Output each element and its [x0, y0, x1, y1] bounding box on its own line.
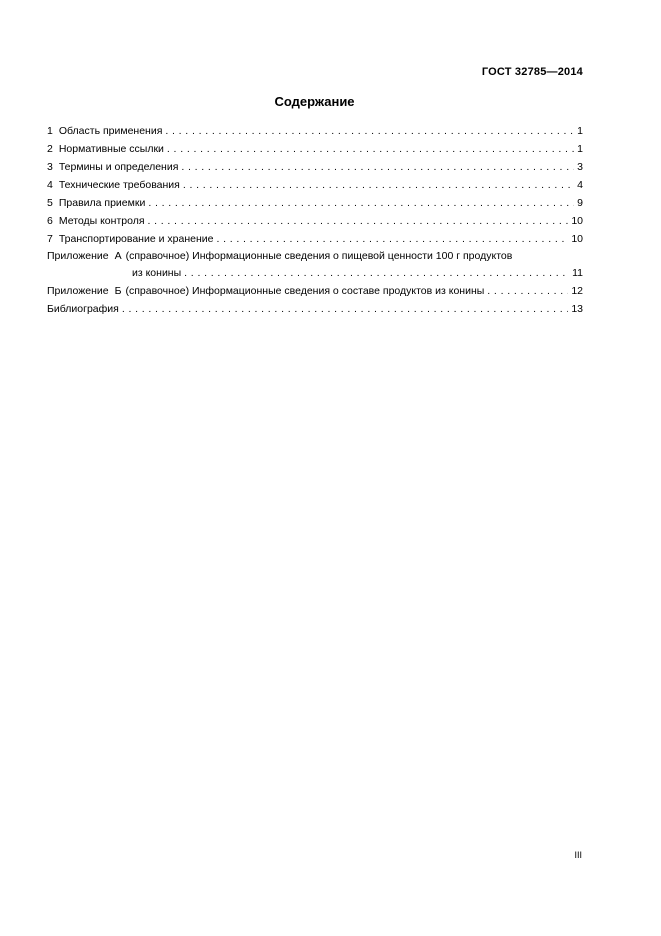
toc-entry-number: 3	[47, 161, 53, 173]
toc-entry-label: Термины и определения	[58, 161, 179, 173]
toc-entry-label: Методы контроля	[58, 215, 145, 227]
toc-title: Содержание	[274, 94, 355, 109]
toc-entry-page: 1	[577, 143, 583, 155]
toc-entry-page: 10	[571, 233, 583, 245]
toc-entry-label: Транспортирование и хранение	[58, 233, 214, 245]
dot-leader	[122, 300, 568, 318]
dot-leader	[167, 140, 574, 158]
dot-leader	[487, 282, 568, 300]
annex-prefix: Приложение	[47, 285, 109, 297]
toc-entry-label: Правила приемки	[58, 197, 146, 209]
toc-entry-number: 7	[47, 233, 53, 245]
toc-entry-page: 9	[577, 197, 583, 209]
toc-entry-page: 3	[577, 161, 583, 173]
toc-entry-label: Нормативные ссылки	[58, 143, 164, 155]
toc-entry-6[interactable]	[47, 212, 583, 230]
toc-entry-number: 6	[47, 215, 53, 227]
toc-entry-label: Технические требования	[58, 179, 180, 191]
toc-entry-page: 10	[571, 215, 583, 227]
toc-entry-annex-b[interactable]	[47, 282, 583, 300]
toc-entry-number: 4	[47, 179, 53, 191]
toc-entry-number: 5	[47, 197, 53, 209]
toc-entry-2[interactable]	[47, 140, 583, 158]
annex-title-line2: из конины	[132, 267, 182, 279]
toc-entry-1[interactable]	[47, 122, 583, 140]
annex-prefix: Приложение	[47, 250, 109, 262]
toc-entry-number: 2	[47, 143, 53, 155]
toc-entry-label: Библиография	[47, 303, 119, 315]
toc-entry-label: Область применения	[58, 125, 163, 137]
toc-entry-5[interactable]	[47, 194, 583, 212]
dot-leader	[148, 212, 569, 230]
dot-leader	[148, 194, 574, 212]
toc-entry-7[interactable]	[47, 230, 583, 248]
dot-leader	[165, 122, 574, 140]
toc-entry-3[interactable]	[47, 158, 583, 176]
toc-entry-page: 1	[577, 125, 583, 137]
table-of-contents	[47, 122, 583, 318]
annex-title-line1: (справочное) Информационные сведения о составе продуктов из конины	[125, 285, 485, 297]
toc-entry-4[interactable]	[47, 176, 583, 194]
document-code: ГОСТ 32785—2014	[481, 66, 583, 78]
toc-entry-page: 11	[572, 267, 583, 279]
dot-leader	[184, 264, 569, 282]
page-number: III	[574, 850, 582, 860]
annex-title-line1: (справочное) Информационные сведения о пищевой ценности 100 г продуктов	[125, 250, 513, 262]
toc-entry-bibliography[interactable]	[47, 300, 583, 318]
annex-letter: А	[114, 250, 122, 262]
toc-entry-page: 4	[577, 179, 583, 191]
toc-entry-page: 13	[571, 303, 583, 315]
toc-entry-page: 12	[571, 285, 583, 297]
dot-leader	[216, 230, 568, 248]
toc-entry-annex-a[interactable]	[47, 248, 583, 282]
toc-entry-number: 1	[47, 125, 53, 137]
dot-leader	[183, 176, 574, 194]
dot-leader	[181, 158, 574, 176]
annex-letter: Б	[114, 285, 122, 297]
